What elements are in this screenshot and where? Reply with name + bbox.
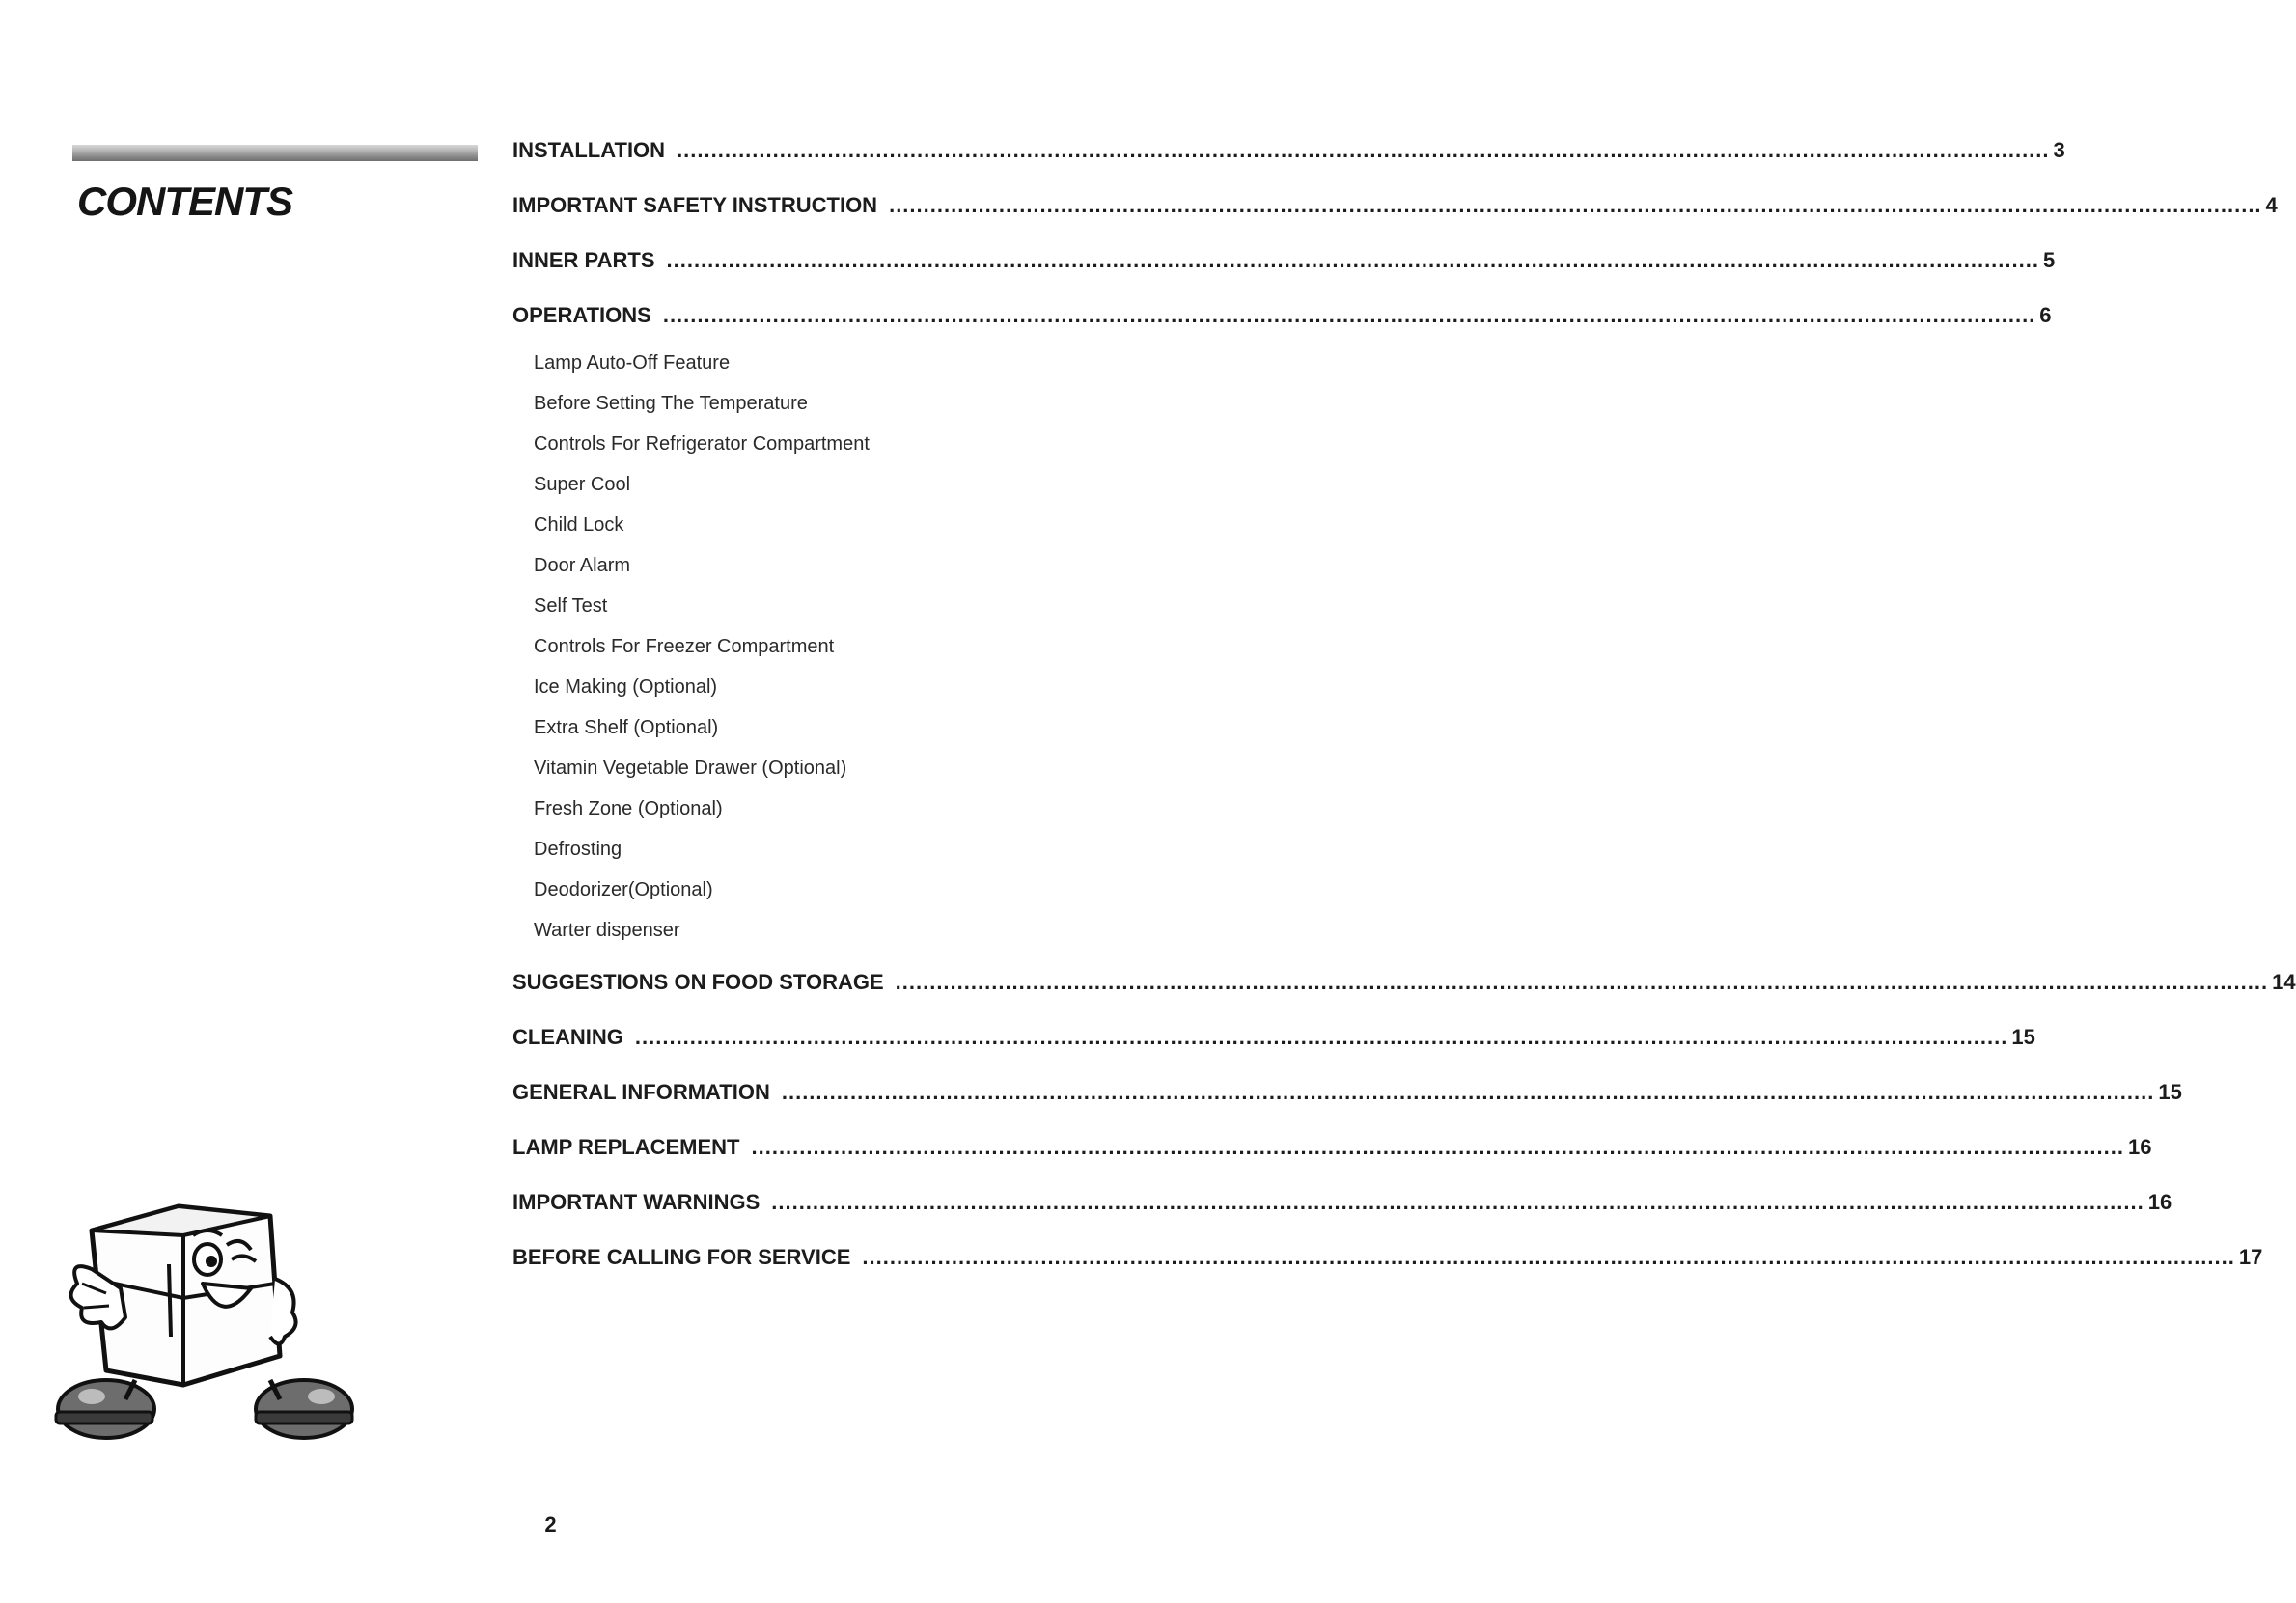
toc-subsection-item: Defrosting [534, 839, 622, 860]
page-number: 2 [544, 1512, 557, 1536]
toc-entry-label: BEFORE CALLING FOR SERVICE [512, 1245, 851, 1269]
toc-leader-dots: ........................................................................................................................................................................................................ [677, 138, 2050, 162]
toc-subsection-item: Door Alarm [534, 555, 631, 576]
toc-entry-page: 15 [2011, 1025, 2035, 1049]
toc-entry [512, 1135, 2152, 1190]
toc-entry-page: 17 [2238, 1245, 2263, 1269]
refrigerator-mascot-icon [53, 1192, 367, 1443]
toc-entry-label: CLEANING [512, 1025, 623, 1049]
toc-entry-page: 16 [2127, 1135, 2152, 1159]
toc-subsection-item: Fresh Zone (Optional) [534, 798, 723, 819]
toc-entry-page: 6 [2039, 303, 2052, 327]
toc-entry-label: IMPORTANT WARNINGS [512, 1190, 761, 1214]
toc-subsection-item: Vitamin Vegetable Drawer (Optional) [534, 758, 847, 779]
toc-entry-label: LAMP REPLACEMENT [512, 1135, 740, 1159]
toc-entry-label: INSTALLATION [512, 138, 666, 162]
page-title: CONTENTS [77, 179, 292, 224]
toc-leader-dots: ........................................................................................................................................................................................................ [862, 1245, 2235, 1269]
toc-entry-page: 3 [2053, 138, 2065, 162]
toc-subsection-item: Deodorizer(Optional) [534, 879, 713, 900]
toc-entry [512, 1245, 2263, 1300]
toc-entry-page: 5 [2042, 248, 2056, 272]
toc-entry [512, 970, 2296, 1025]
toc-leader-dots: ........................................................................................................................................................................................................ [889, 193, 2262, 217]
toc-entry [512, 138, 2065, 193]
toc-entry-page: 16 [2147, 1190, 2172, 1214]
toc-entry [512, 1190, 2172, 1245]
toc-entry-page: 4 [2265, 193, 2278, 217]
toc-leader-dots: ........................................................................................................................................................................................................ [662, 303, 2036, 327]
toc-subsection-item: Self Test [534, 595, 608, 617]
toc-subsection-item: Controls For Refrigerator Compartment [534, 433, 870, 455]
toc-entry [512, 1080, 2182, 1135]
toc-leader-dots: ........................................................................................................................................................................................................ [751, 1135, 2124, 1159]
toc-entry-label: OPERATIONS [512, 303, 651, 327]
toc-entry-label: INNER PARTS [512, 248, 655, 272]
toc-entry [512, 193, 2278, 248]
toc-subsection-item: Super Cool [534, 474, 631, 495]
toc-subsection-item: Lamp Auto-Off Feature [534, 352, 731, 373]
toc-subsection-item: Controls For Freezer Compartment [534, 636, 835, 657]
toc-leader-dots: ........................................................................................................................................................................................................ [634, 1025, 2008, 1049]
toc-entry [512, 248, 2056, 303]
toc-subsection-item: Child Lock [534, 514, 624, 536]
title-decoration-bar [72, 145, 478, 161]
toc-leader-dots: ........................................................................................................................................................................................................ [895, 970, 2269, 994]
toc-subsection-list [512, 343, 1011, 951]
table-of-contents [512, 138, 2296, 1300]
toc-subsection-item: Before Setting The Temperature [534, 393, 808, 414]
toc-leader-dots: ........................................................................................................................................................................................................ [666, 248, 2039, 272]
toc-subsection-item: Extra Shelf (Optional) [534, 717, 719, 738]
toc-entry-label: GENERAL INFORMATION [512, 1080, 770, 1104]
toc-entry-label: IMPORTANT SAFETY INSTRUCTION [512, 193, 878, 217]
toc-subsection-item: Ice Making (Optional) [534, 677, 718, 698]
toc-subsection-item: Warter dispenser [534, 920, 680, 941]
toc-entry-page: 15 [2158, 1080, 2182, 1104]
toc-leader-dots: ........................................................................................................................................................................................................ [781, 1080, 2155, 1104]
toc-entry [512, 1025, 2035, 1080]
toc-entry-page: 14 [2272, 970, 2296, 994]
toc-entry-label: SUGGESTIONS ON FOOD STORAGE [512, 970, 884, 994]
toc-leader-dots: ........................................................................................................................................................................................................ [771, 1190, 2144, 1214]
